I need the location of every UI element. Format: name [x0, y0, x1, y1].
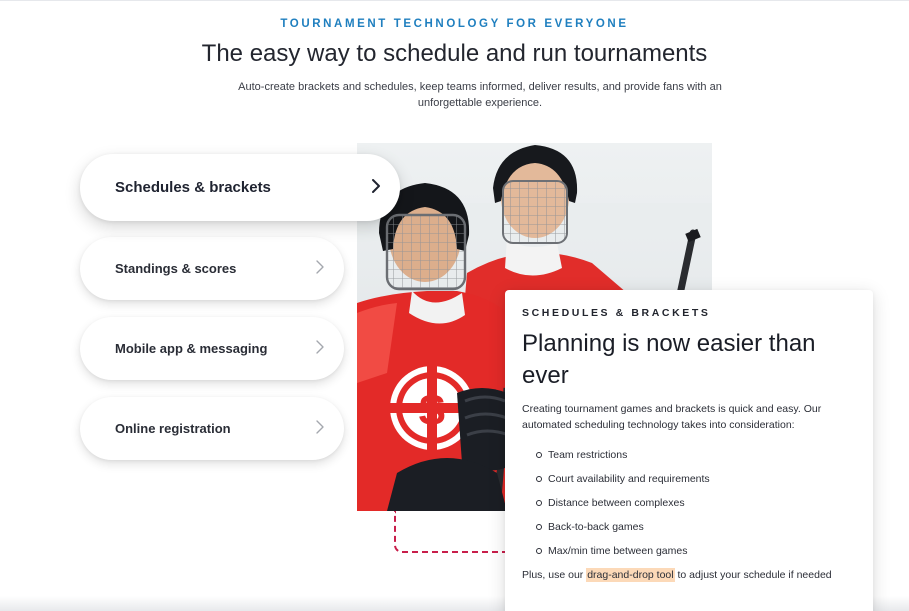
- tab-label: Standings & scores: [115, 261, 237, 276]
- list-item: Team restrictions: [548, 447, 857, 471]
- tab-schedules-brackets[interactable]: [80, 154, 400, 221]
- chevron-right-icon: [314, 419, 326, 435]
- card-description: Creating tournament games and brackets is quick and easy. Our automated scheduling technology takes into consideration:: [522, 403, 822, 431]
- chevron-right-icon: [314, 339, 326, 355]
- tab-label: Online registration: [115, 421, 231, 436]
- tab-label: Mobile app & messaging: [115, 341, 268, 356]
- list-item: Distance between complexes: [548, 495, 857, 519]
- footer-prefix: Plus, use our: [522, 569, 587, 581]
- tab-label: Schedules & brackets: [115, 179, 271, 196]
- card-footer: [522, 567, 857, 583]
- tab-standings-scores[interactable]: [80, 237, 344, 300]
- card-title: Planning is now easier than ever: [522, 330, 816, 389]
- drag-and-drop-tool-link[interactable]: drag-and-drop tool: [587, 569, 674, 581]
- card-eyebrow: SCHEDULES & BRACKETS: [522, 307, 711, 319]
- chevron-right-icon: [314, 259, 326, 275]
- tab-mobile-app-messaging[interactable]: [80, 317, 344, 380]
- top-divider: [0, 0, 909, 1]
- list-item: Back-to-back games: [548, 519, 857, 543]
- list-item: Court availability and requirements: [548, 471, 857, 495]
- jersey-logo-letter: S: [417, 386, 447, 433]
- feature-detail-card: [505, 290, 873, 611]
- section-eyebrow: TOURNAMENT TECHNOLOGY FOR EVERYONE: [280, 18, 629, 30]
- feature-list: [548, 447, 857, 567]
- chevron-right-icon: [370, 178, 382, 194]
- page-subtitle: Auto-create brackets and schedules, keep teams informed, deliver results, and provide fans with an unforgettable experience.: [238, 81, 722, 109]
- footer-suffix: to adjust your schedule if needed: [674, 569, 832, 581]
- list-item: Max/min time between games: [548, 543, 857, 567]
- page-title: The easy way to schedule and run tournaments: [201, 40, 708, 67]
- tab-online-registration[interactable]: [80, 397, 344, 460]
- dashed-connector: [394, 511, 516, 553]
